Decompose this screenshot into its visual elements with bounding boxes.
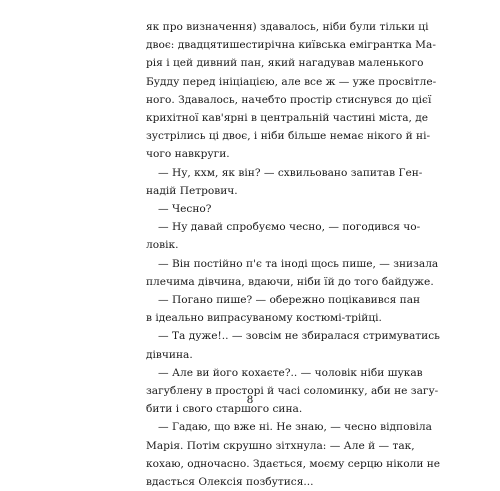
text-line: Будду перед ініціацією, але все ж — уже просвітле- bbox=[146, 75, 437, 88]
text-line: бити і свого старшого сина. bbox=[146, 403, 303, 416]
text-line: крихітної кав'ярні в центральній частині міста, де bbox=[146, 112, 429, 125]
text-line: ловік. bbox=[146, 239, 179, 252]
text-line: дівчина. bbox=[146, 348, 193, 361]
text-line: — Ну, кхм, як він? — схвильовано запитав Ген- bbox=[158, 166, 423, 179]
text-line: — Він постійно п'є та іноді щось пише, — знизала bbox=[158, 257, 439, 270]
text-line: рія і цей дивний пан, який нагадував маленького bbox=[146, 57, 424, 70]
page-body-text bbox=[146, 18, 441, 491]
text-line: — Гадаю, що вже ні. Не знаю, — чесно відповіла bbox=[158, 421, 432, 434]
text-line: — Ну давай спробуємо чесно, — погодився чо- bbox=[158, 221, 421, 234]
text-line: загублену в просторі й часі соломинку, аби не загу- bbox=[146, 385, 439, 398]
text-line: кохаю, одночасно. Здається, моєму серцю ніколи не bbox=[146, 457, 441, 470]
text-line: — Чесно? bbox=[158, 203, 212, 216]
text-line: надій Петрович. bbox=[146, 184, 238, 197]
text-line: ного. Здавалось, начебто простір стиснувся до цієї bbox=[146, 93, 432, 106]
text-line: зустрілись ці двоє, і ніби більше немає нікого й ні- bbox=[146, 130, 431, 143]
text-line: — Та дуже!.. — зовсім не збиралася стримуватись bbox=[158, 330, 440, 343]
text-line: — Але ви його кохаєте?.. — чоловік ніби шукав bbox=[158, 366, 423, 379]
text-line: — Погано пише? — обережно поцікавився пан bbox=[158, 294, 421, 307]
text-line: як про визначення) здавалось, ніби були тільки ці bbox=[146, 21, 429, 33]
text-line: вдасться Олексія позбутися... bbox=[146, 476, 314, 489]
text-line: чого навкруги. bbox=[146, 148, 230, 161]
text-line: Марія. Потім скрушно зітхнула: — Але й — так, bbox=[146, 439, 415, 452]
page-number: 8 bbox=[246, 394, 254, 406]
text-line: в ідеально випрасуваному костюмі-трійці. bbox=[146, 312, 382, 325]
text-line: двоє: двадцятишестирічна київська емігрантка Ма- bbox=[146, 39, 436, 52]
text-line: плечима дівчина, вдаючи, ніби їй до того байдуже. bbox=[146, 275, 434, 288]
